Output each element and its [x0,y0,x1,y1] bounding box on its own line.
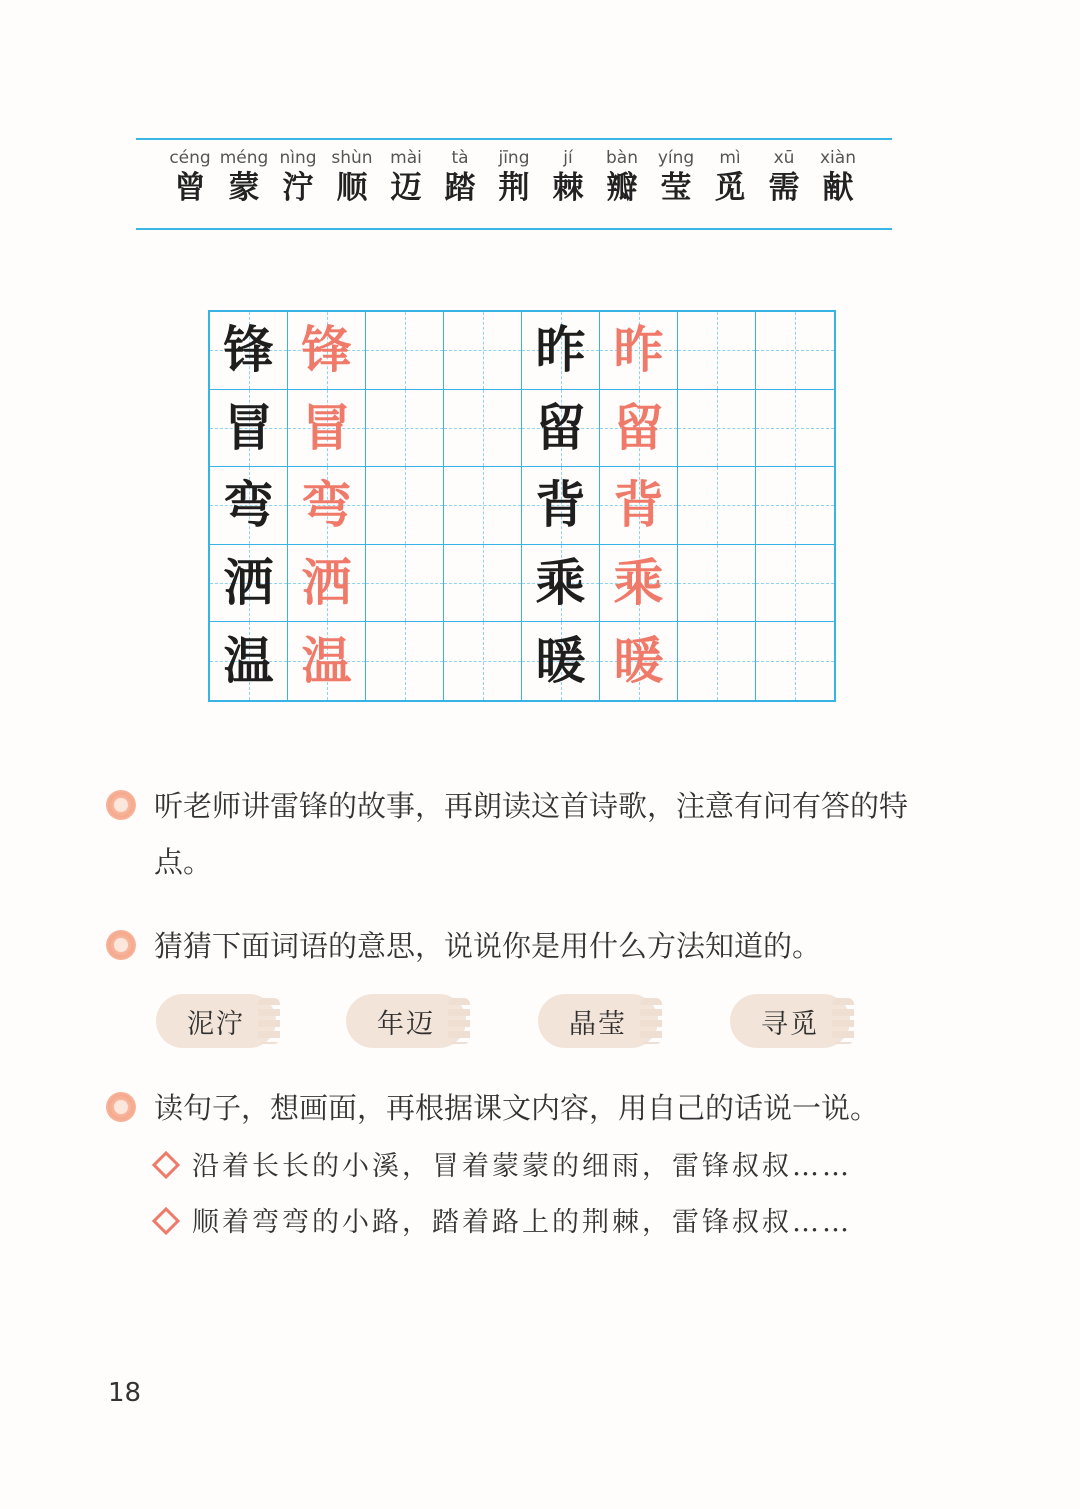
grid-cell-blank[interactable] [444,390,522,468]
model-character: 弯 [223,475,274,535]
grid-cell-blank[interactable] [444,622,522,700]
hanzi: 迈 [390,170,422,206]
hanzi: 顺 [336,170,368,206]
grid-cell-trace [288,622,366,700]
grid-cell-model [210,467,288,545]
grid-cell-blank[interactable] [756,390,834,468]
trace-character: 暖 [613,631,664,691]
grid-cell-blank[interactable] [678,545,756,623]
sentence-text: 顺着弯弯的小路，踏着路上的荆棘，雷锋叔叔…… [192,1207,852,1238]
grid-cell-trace [600,545,678,623]
grid-cell-trace [600,312,678,390]
pinyin: xū [773,148,795,168]
grid-cell-blank[interactable] [366,312,444,390]
grid-cell-blank[interactable] [678,312,756,390]
diamond-bullet-icon [152,1150,180,1178]
question-text: 猜猜下面词语的意思，说说你是用什么方法知道的。 [154,929,822,963]
question-text: 读句子，想画面，再根据课文内容，用自己的话说一说。 [154,1091,880,1125]
grid-cell-trace [288,545,366,623]
word-tag-label: 寻觅 [761,1008,819,1040]
toes-icon [640,998,662,1044]
hanzi: 荆 [498,170,530,206]
grid-cell-trace [600,467,678,545]
question-marker-icon [106,790,136,820]
hanzi: 觅 [714,170,746,206]
word-tag-label: 泥泞 [187,1008,245,1040]
diamond-bullet-icon [152,1206,180,1234]
question-text: 听老师讲雷锋的故事，再朗读这首诗歌，注意有问有答的特点。 [154,789,909,879]
model-character: 背 [535,475,586,535]
trace-character: 弯 [301,475,352,535]
hanzi: 需 [768,170,800,206]
grid-cell-blank[interactable] [366,622,444,700]
vocab-item [810,148,866,208]
grid-cell-blank[interactable] [366,467,444,545]
word-tag [156,994,276,1048]
trace-character: 背 [613,475,664,535]
hanzi: 泞 [282,170,314,206]
hanzi: 棘 [552,170,584,206]
vocab-item [324,148,380,208]
question-1 [106,778,936,890]
grid-cell-blank[interactable] [444,545,522,623]
word-tag-label: 年迈 [377,1008,435,1040]
model-character: 温 [223,631,274,691]
pinyin: yíng [657,148,695,168]
pinyin: méng [219,148,269,168]
grid-cell-trace [600,390,678,468]
toes-icon [258,998,280,1044]
question-marker-icon [106,930,136,960]
model-character: 洒 [223,553,274,613]
grid-cell-blank[interactable] [756,467,834,545]
trace-character: 留 [613,397,664,457]
grid-cell-blank[interactable] [444,312,522,390]
vocab-item [594,148,650,208]
grid-cell-model [210,545,288,623]
question-3 [106,1080,936,1136]
word-tag [346,994,466,1048]
trace-character: 温 [301,631,352,691]
grid-cell-blank[interactable] [366,390,444,468]
vocabulary-strip [136,138,892,230]
pinyin: céng [169,148,211,168]
vocab-item [540,148,596,208]
word-tag [730,994,850,1048]
vocab-item [648,148,704,208]
question-2 [106,918,936,974]
pinyin: bàn [606,148,638,168]
hanzi: 献 [822,170,854,206]
pinyin: jīng [498,148,530,168]
model-character: 留 [535,397,586,457]
word-tag-label: 晶莹 [569,1008,627,1040]
grid-cell-model [210,312,288,390]
sentence-text: 沿着长长的小溪，冒着蒙蒙的细雨，雷锋叔叔…… [192,1151,852,1182]
sentence-prompt [156,1144,852,1183]
word-tag [538,994,658,1048]
grid-cell-blank[interactable] [366,545,444,623]
pinyin: xiàn [820,148,856,168]
grid-cell-model [522,312,600,390]
grid-cell-trace [600,622,678,700]
grid-cell-model [210,622,288,700]
vocab-item [486,148,542,208]
page-number: 18 [108,1378,142,1408]
vocab-item [216,148,272,208]
sentence-prompt [156,1200,852,1239]
hanzi: 踏 [444,170,476,206]
pinyin: jí [563,148,573,168]
grid-cell-model [522,545,600,623]
vocab-item [378,148,434,208]
trace-character: 昨 [613,320,664,380]
model-character: 冒 [223,397,274,457]
vocab-item [270,148,326,208]
trace-character: 锋 [301,320,352,380]
grid-cell-model [522,467,600,545]
vocab-item [162,148,218,208]
grid-cell-blank[interactable] [678,390,756,468]
grid-cell-blank[interactable] [444,467,522,545]
model-character: 锋 [223,320,274,380]
model-character: 暖 [535,631,586,691]
hanzi: 曾 [174,170,206,206]
trace-character: 乘 [613,553,664,613]
toes-icon [832,998,854,1044]
grid-cell-trace [288,312,366,390]
pinyin: mài [390,148,422,168]
grid-cell-model [210,390,288,468]
grid-cell-blank[interactable] [756,312,834,390]
pinyin: mì [719,148,741,168]
writing-practice-grid [208,310,836,702]
question-marker-icon [106,1092,136,1122]
hanzi: 瓣 [606,170,638,206]
trace-character: 冒 [301,397,352,457]
hanzi: 蒙 [228,170,260,206]
grid-cell-blank[interactable] [678,467,756,545]
model-character: 昨 [535,320,586,380]
toes-icon [448,998,470,1044]
grid-cell-blank[interactable] [756,545,834,623]
trace-character: 洒 [301,553,352,613]
grid-cell-trace [288,390,366,468]
pinyin: shùn [331,148,373,168]
vocab-item [702,148,758,208]
hanzi: 莹 [660,170,692,206]
model-character: 乘 [535,553,586,613]
grid-cell-blank[interactable] [678,622,756,700]
pinyin: nìng [279,148,317,168]
grid-cell-blank[interactable] [756,622,834,700]
vocab-item [756,148,812,208]
vocab-item [432,148,488,208]
grid-cell-model [522,390,600,468]
grid-cell-model [522,622,600,700]
pinyin: tà [451,148,469,168]
grid-cell-trace [288,467,366,545]
